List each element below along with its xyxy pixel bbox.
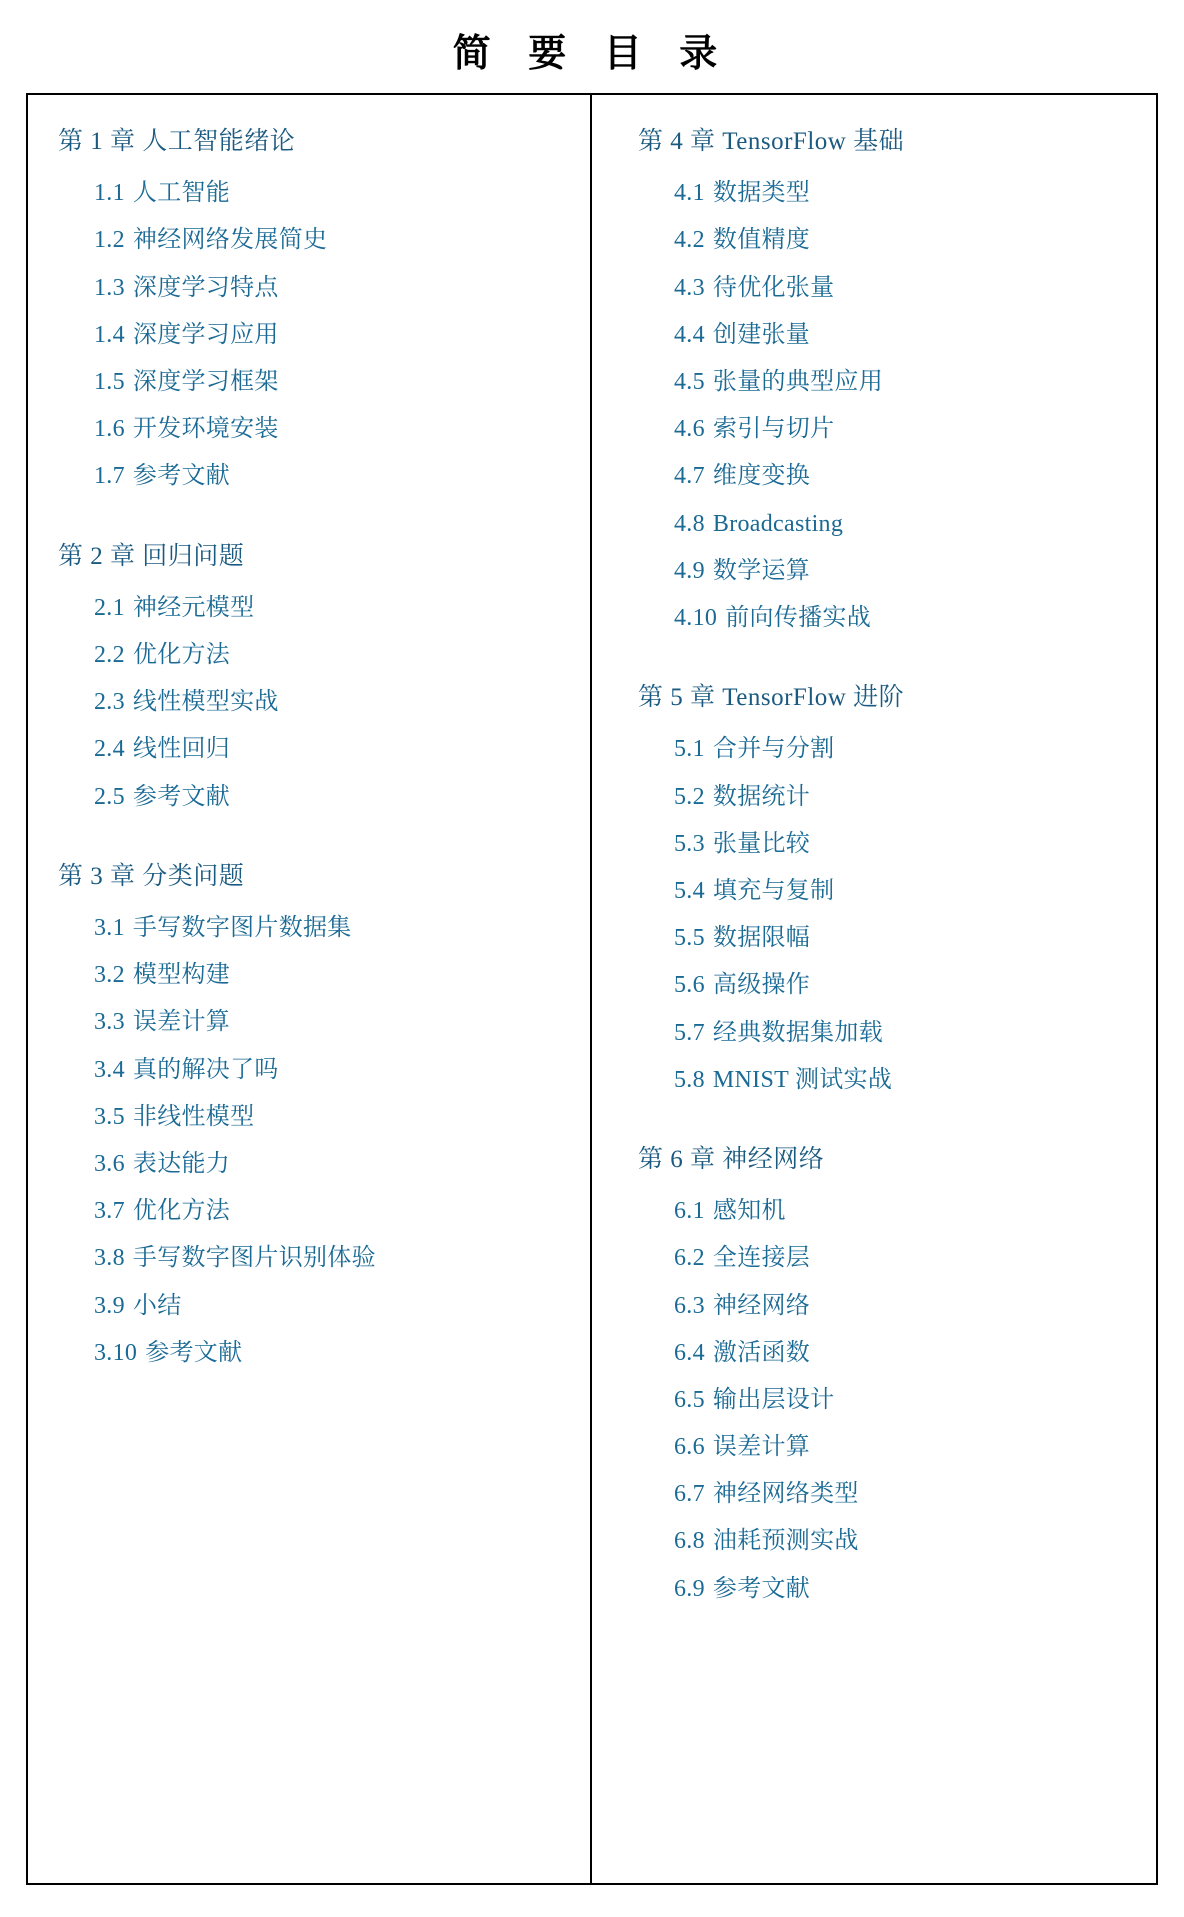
toc-section-label: 经典数据集加载 <box>712 1019 884 1046</box>
toc-section-number: 5.6 <box>674 972 705 999</box>
toc-section-label: 参考文献 <box>712 1575 811 1602</box>
toc-chapter[interactable]: 第 6 章 神经网络 <box>638 1145 825 1173</box>
toc-section[interactable] <box>46 452 580 499</box>
toc-section-label: Broadcasting <box>712 510 844 537</box>
toc-group-gap <box>626 641 1146 675</box>
toc-section[interactable] <box>46 311 580 358</box>
toc-section[interactable] <box>46 358 580 405</box>
toc-section[interactable] <box>626 820 1146 867</box>
toc-section[interactable] <box>46 951 580 998</box>
toc-section[interactable] <box>46 904 580 951</box>
toc-section-number: 1.7 <box>94 463 125 490</box>
toc-section[interactable] <box>626 1056 1146 1103</box>
toc-section[interactable] <box>46 169 580 216</box>
toc-section-number: 2.5 <box>94 783 125 810</box>
toc-section[interactable] <box>46 405 580 452</box>
toc-section-label: 神经元模型 <box>132 594 255 621</box>
toc-section-label: 张量的典型应用 <box>712 369 884 395</box>
toc-section[interactable] <box>626 773 1146 820</box>
toc-section-label: 表达能力 <box>132 1150 231 1177</box>
toc-section-label: 全连接层 <box>712 1245 811 1272</box>
toc-section-number: 5.3 <box>674 830 705 857</box>
toc-section-number: 4.8 <box>674 510 705 537</box>
toc-section-label: 优化方法 <box>132 1198 231 1225</box>
toc-section-label: 创建张量 <box>712 321 811 348</box>
toc-section[interactable] <box>626 1470 1146 1517</box>
toc-chapter[interactable]: 第 5 章 TensorFlow 进阶 <box>638 684 905 712</box>
toc-section[interactable] <box>46 1140 580 1187</box>
toc-section-label: 输出层设计 <box>712 1386 835 1413</box>
toc-section-label: 激活函数 <box>712 1339 811 1366</box>
toc-section-number: 3.5 <box>94 1103 125 1130</box>
toc-section-label: 前向传播实战 <box>725 604 872 631</box>
toc-section-number: 2.4 <box>94 736 125 763</box>
toc-section-number: 3.3 <box>94 1009 125 1036</box>
toc-section-number: 4.6 <box>674 416 705 443</box>
toc-section-label: 数据类型 <box>712 180 811 207</box>
toc-section-label: 非线性模型 <box>132 1103 255 1130</box>
toc-section-number: 6.6 <box>674 1434 705 1461</box>
toc-section-label: 手写数字图片数据集 <box>132 915 352 941</box>
toc-section[interactable] <box>46 725 580 772</box>
toc-section-label: 人工智能 <box>132 180 231 207</box>
toc-section[interactable] <box>626 452 1146 499</box>
toc-section-label: 合并与分割 <box>712 736 835 763</box>
toc-columns <box>26 95 1158 1885</box>
toc-section-number: 6.7 <box>674 1481 705 1508</box>
toc-section-number: 5.7 <box>674 1019 705 1046</box>
toc-section[interactable] <box>626 1376 1146 1423</box>
toc-section-label: 模型构建 <box>132 962 231 989</box>
toc-section-label: 神经网络发展简史 <box>132 227 328 254</box>
toc-section-number: 5.1 <box>674 736 705 763</box>
toc-section[interactable] <box>46 1046 580 1093</box>
toc-section-label: 线性模型实战 <box>132 689 279 716</box>
toc-section-label: 手写数字图片识别体验 <box>132 1245 376 1272</box>
toc-section[interactable] <box>626 914 1146 961</box>
toc-section-number: 4.4 <box>674 321 705 348</box>
toc-chapter[interactable]: 第 1 章 人工智能绪论 <box>58 128 296 155</box>
toc-section-number: 3.6 <box>94 1150 125 1177</box>
toc-section-number: 6.4 <box>674 1339 705 1366</box>
toc-section-label: 油耗预测实战 <box>712 1528 859 1555</box>
toc-section-number: 4.5 <box>674 369 705 395</box>
toc-section[interactable] <box>626 1009 1146 1056</box>
toc-section[interactable] <box>46 773 580 820</box>
toc-section-label: 误差计算 <box>712 1434 811 1461</box>
toc-section-number: 2.1 <box>94 594 125 621</box>
toc-section-label: 误差计算 <box>132 1009 231 1036</box>
toc-section-number: 6.3 <box>674 1292 705 1319</box>
toc-section-label: 索引与切片 <box>712 416 835 443</box>
toc-section-number: 5.8 <box>674 1066 705 1093</box>
toc-section[interactable] <box>626 358 1146 405</box>
toc-section-label: 小结 <box>132 1292 182 1319</box>
toc-section[interactable] <box>626 725 1146 772</box>
toc-section-label: 张量比较 <box>712 830 811 857</box>
toc-section[interactable] <box>626 1329 1146 1376</box>
toc-section-number: 5.5 <box>674 925 705 952</box>
toc-section[interactable] <box>626 264 1146 311</box>
toc-section[interactable] <box>626 1565 1146 1612</box>
toc-section-label: 真的解决了吗 <box>132 1056 279 1083</box>
toc-section-number: 4.7 <box>674 463 705 490</box>
toc-section-label: 优化方法 <box>132 642 231 668</box>
toc-section-number: 2.2 <box>94 642 125 668</box>
toc-section-number: 3.2 <box>94 962 125 989</box>
toc-section-number: 1.4 <box>94 321 125 348</box>
toc-section[interactable] <box>46 1093 580 1140</box>
toc-section[interactable] <box>46 631 580 678</box>
page-title: 简 要 目 录 <box>452 33 732 75</box>
toc-section[interactable] <box>626 216 1146 263</box>
toc-section[interactable] <box>46 216 580 263</box>
toc-section-label: MNIST 测试实战 <box>712 1066 893 1093</box>
toc-section-label: 参考文献 <box>132 463 231 490</box>
toc-section-number: 4.9 <box>674 557 705 584</box>
toc-section-number: 6.2 <box>674 1245 705 1272</box>
toc-section-number: 6.9 <box>674 1575 705 1602</box>
toc-chapter[interactable]: 第 3 章 分类问题 <box>58 862 245 890</box>
toc-section-number: 3.9 <box>94 1292 125 1319</box>
toc-section-label: 填充与复制 <box>712 877 835 904</box>
toc-section-number: 3.10 <box>94 1339 138 1366</box>
toc-section-number: 4.1 <box>674 180 705 207</box>
toc-section[interactable] <box>626 594 1146 641</box>
toc-section-number: 6.1 <box>674 1198 705 1225</box>
toc-section[interactable] <box>626 311 1146 358</box>
toc-section[interactable] <box>46 1187 580 1234</box>
toc-section[interactable] <box>626 1187 1146 1234</box>
toc-section-label: 参考文献 <box>132 783 231 810</box>
toc-section-label: 参考文献 <box>145 1339 243 1366</box>
toc-section[interactable] <box>46 264 580 311</box>
toc-section-label: 数学运算 <box>712 557 811 584</box>
toc-section-label: 深度学习特点 <box>132 274 279 301</box>
toc-group-gap <box>626 1103 1146 1137</box>
toc-section-label: 神经网络 <box>712 1292 811 1319</box>
toc-section-number: 1.1 <box>94 180 125 207</box>
toc-section-number: 4.3 <box>674 274 705 301</box>
toc-section[interactable] <box>626 1517 1146 1564</box>
toc-section[interactable] <box>46 1234 580 1281</box>
toc-section-number: 3.8 <box>94 1245 125 1272</box>
toc-section-number: 3.7 <box>94 1198 125 1225</box>
toc-section-number: 1.3 <box>94 274 125 301</box>
toc-section[interactable] <box>626 405 1146 452</box>
toc-section[interactable] <box>46 678 580 725</box>
toc-section[interactable] <box>46 1329 580 1376</box>
toc-section-number: 1.5 <box>94 369 125 395</box>
toc-section-number: 1.6 <box>94 416 125 443</box>
toc-section-number: 6.8 <box>674 1528 705 1555</box>
toc-section-number: 3.4 <box>94 1056 125 1083</box>
toc-section[interactable] <box>626 867 1146 914</box>
toc-section-label: 高级操作 <box>712 972 811 999</box>
toc-section-label: 深度学习框架 <box>132 369 279 395</box>
toc-group-gap <box>46 820 580 854</box>
toc-section[interactable] <box>626 547 1146 594</box>
toc-section-label: 维度变换 <box>712 463 811 490</box>
toc-section[interactable] <box>626 1234 1146 1281</box>
toc-section[interactable] <box>626 500 1146 547</box>
toc-section-label: 深度学习应用 <box>132 321 279 348</box>
toc-column-right <box>592 95 1156 1883</box>
toc-section-number: 1.2 <box>94 227 125 254</box>
toc-section-number: 5.2 <box>674 783 705 810</box>
toc-section-number: 2.3 <box>94 689 125 716</box>
toc-column-left <box>28 95 592 1883</box>
toc-section-number: 3.1 <box>94 915 125 941</box>
toc-section-label: 待优化张量 <box>712 274 835 301</box>
toc-section[interactable] <box>626 169 1146 216</box>
toc-chapter[interactable]: 第 4 章 TensorFlow 基础 <box>638 128 905 155</box>
toc-section-label: 数据限幅 <box>712 925 811 952</box>
toc-section[interactable] <box>626 1423 1146 1470</box>
toc-section-number: 6.5 <box>674 1386 705 1413</box>
toc-section[interactable] <box>46 1282 580 1329</box>
toc-section[interactable] <box>626 961 1146 1008</box>
toc-section-number: 4.10 <box>674 604 718 631</box>
toc-section-label: 数据统计 <box>712 783 811 810</box>
toc-section-number: 4.2 <box>674 227 705 254</box>
toc-section[interactable] <box>46 584 580 631</box>
toc-section-number: 5.4 <box>674 877 705 904</box>
toc-section-label: 感知机 <box>712 1198 786 1225</box>
toc-section-label: 数值精度 <box>712 227 811 254</box>
toc-section-label: 线性回归 <box>132 736 231 763</box>
toc-section-label: 开发环境安装 <box>132 416 279 443</box>
toc-section-label: 神经网络类型 <box>712 1481 859 1508</box>
toc-section[interactable] <box>626 1282 1146 1329</box>
toc-chapter[interactable]: 第 2 章 回归问题 <box>58 542 245 570</box>
toc-group-gap <box>46 500 580 534</box>
toc-section[interactable] <box>46 998 580 1045</box>
